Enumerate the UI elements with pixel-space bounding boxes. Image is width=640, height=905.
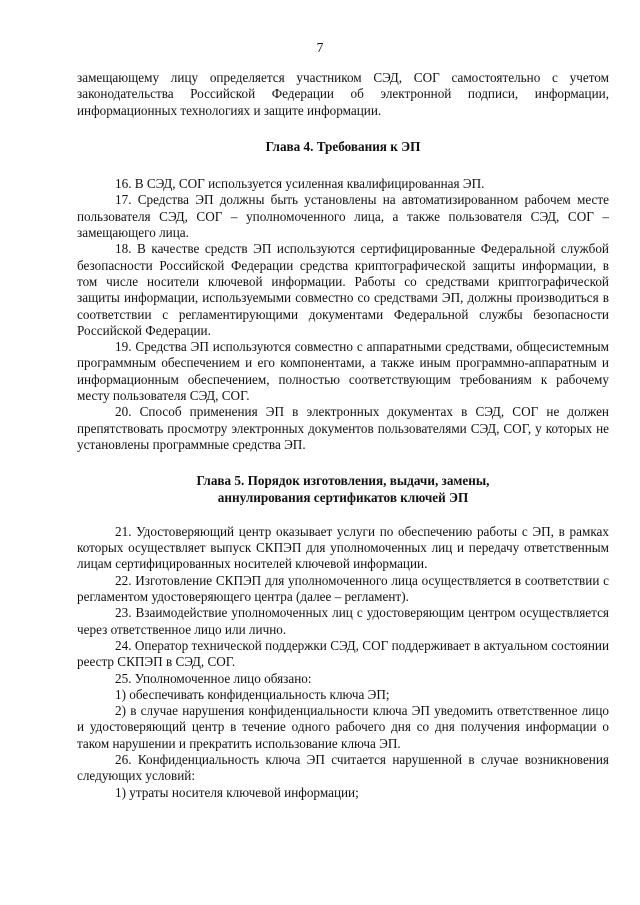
paragraph-25: 25. Уполномоченное лицо обязано: [115, 670, 312, 686]
paragraph-16: 16. В СЭД, СОГ используется усиленная квалифицированная ЭП. [115, 176, 485, 192]
paragraph-25-item-1: 1) обеспечивать конфиденциальность ключа ЭП; [115, 686, 390, 702]
chapter-4-title: Глава 4. Требования к ЭП [265, 138, 421, 154]
paragraph-18: 18. В качестве средств ЭП используются сертифицированные Федеральной службой безопасности Российской Федерации средства криптографической защиты информации, в том числе носители ключевой информации. Работы со средствами криптографической защиты информации, используемыми совместно со средствами ЭП, должны производиться в соответствии с регламентирующими документами Федеральной службы безопасности Российской Федерации. [77, 241, 609, 338]
paragraph-26: 26. Конфиденциальность ключа ЭП считается нарушенной в случае возникновения следующих условий: [77, 751, 609, 784]
page-content [77, 70, 609, 801]
chapter-5-title-line-2: аннулирования сертификатов ключей ЭП [217, 489, 469, 505]
chapter-5-title-line-1: Глава 5. Порядок изготовления, выдачи, замены, [196, 473, 490, 489]
paragraph-19: 19. Средства ЭП используются совместно с аппаратными средствами, общесистемным программным обеспечением и его компонентами, а также иным программно-аппаратным и информационным обеспечением, полностью соответствующим требованиям к рабочему месту пользователя СЭД, СОГ. [77, 339, 609, 404]
paragraph-24: 24. Оператор технической поддержки СЭД, СОГ поддерживает в актуальном состоянии реестр СКПЭП в СЭД, СОГ. [77, 637, 609, 670]
paragraph-26-item-1: 1) утраты носителя ключевой информации; [115, 784, 359, 800]
paragraph-17: 17. Средства ЭП должны быть установлены на автоматизированном рабочем месте пользователя СЭД, СОГ – уполномоченного лица, а также пользователя СЭД, СОГ – замещающего лица. [77, 192, 609, 241]
paragraph-22: 22. Изготовление СКПЭП для уполномоченного лица осуществляется в соответствии с регламентом удостоверяющего центра (далее – регламент). [77, 572, 609, 605]
paragraph-21: 21. Удостоверяющий центр оказывает услуги по обеспечению работы с ЭП, в рамках которых осуществляет выпуск СКПЭП для уполномоченных лиц и передачу ответственным лицам сертифицированных носителей ключевой информации. [77, 523, 609, 572]
continuation-paragraph: замещающему лицу определяется участником СЭД, СОГ самостоятельно с учетом законодательства Российской Федерации об электронной подписи, информации, информационных технологиях и защите информации. [77, 70, 609, 118]
paragraph-20: 20. Способ применения ЭП в электронных документах в СЭД, СОГ не должен препятствовать просмотру электронных документов пользователями СЭД, СОГ, у которых не установлены программные средства ЭП. [77, 404, 609, 452]
page-number: 7 [316, 40, 324, 55]
paragraph-23: 23. Взаимодействие уполномоченных лиц с удостоверяющим центром осуществляется через ответственное лицо или лично. [77, 605, 609, 637]
paragraph-25-item-2: 2) в случае нарушения конфиденциальности ключа ЭП уведомить ответственное лицо и удостоверяющий центр в течение одного рабочего дня со дня получения информации о таком нарушении и прекратить использование ключа ЭП. [77, 703, 609, 751]
